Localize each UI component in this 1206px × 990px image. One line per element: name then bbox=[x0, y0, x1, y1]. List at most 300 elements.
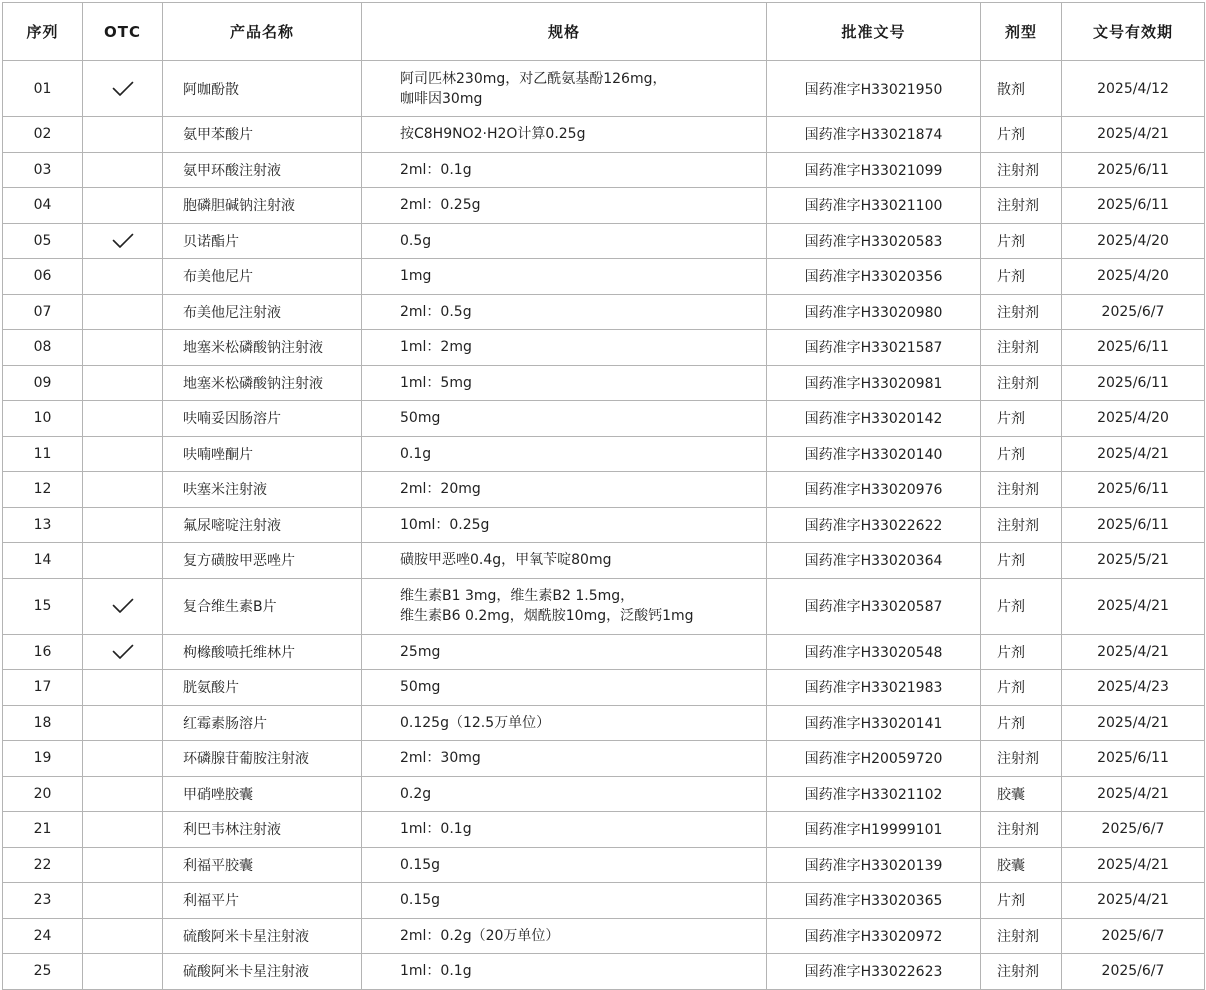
table-row bbox=[3, 401, 1205, 437]
cell-spec bbox=[362, 812, 767, 848]
header-otc: OTC bbox=[83, 3, 163, 61]
cell-validity-date bbox=[1062, 776, 1205, 812]
table-row bbox=[3, 954, 1205, 990]
cell-seq bbox=[3, 365, 83, 401]
cell-text: 22 bbox=[33, 856, 52, 873]
cell-validity-date bbox=[1062, 670, 1205, 706]
cell-validity-date bbox=[1062, 294, 1205, 330]
cell-seq bbox=[3, 847, 83, 883]
cell-approval-number bbox=[767, 117, 981, 153]
cell-text: 03 bbox=[33, 161, 52, 178]
cell-approval-number bbox=[767, 188, 981, 224]
cell-dosage-form bbox=[981, 365, 1062, 401]
cell-text: 注射剂 bbox=[997, 162, 1039, 179]
cell-text: 散剂 bbox=[997, 81, 1025, 98]
cell-text: 氟尿嘧啶注射液 bbox=[183, 517, 281, 534]
cell-text: 05 bbox=[33, 232, 52, 249]
table-row bbox=[3, 741, 1205, 777]
cell-text: 2ml：0.25g bbox=[400, 197, 481, 214]
cell-text: 08 bbox=[33, 339, 52, 356]
cell-seq bbox=[3, 954, 83, 990]
header-approval: 批准文号 bbox=[767, 3, 981, 61]
cell-text: 国药准字H33021950 bbox=[804, 81, 943, 98]
cell-validity-date bbox=[1062, 507, 1205, 543]
cell-otc bbox=[83, 954, 163, 990]
cell-spec bbox=[362, 117, 767, 153]
cell-text: 13 bbox=[33, 516, 52, 533]
cell-product-name bbox=[163, 670, 362, 706]
cell-otc bbox=[83, 223, 163, 259]
cell-text: 地塞米松磷酸钠注射液 bbox=[183, 340, 323, 357]
cell-validity-date bbox=[1062, 634, 1205, 670]
cell-text: 地塞米松磷酸钠注射液 bbox=[183, 375, 323, 392]
cell-spec bbox=[362, 365, 767, 401]
cell-text: 2025/4/21 bbox=[1097, 714, 1169, 731]
cell-text: 国药准字H19999101 bbox=[804, 822, 943, 839]
cell-text: 维生素B1 3mg，维生素B2 1.5mg， 维生素B6 0.2mg，烟酰胺10mg，泛酸钙1mg bbox=[400, 588, 694, 624]
cell-text: 利巴韦林注射液 bbox=[183, 822, 281, 839]
cell-text: 胞磷胆碱钠注射液 bbox=[183, 198, 295, 215]
cell-text: 50mg bbox=[400, 679, 441, 696]
table-row bbox=[3, 670, 1205, 706]
cell-text: 布美他尼片 bbox=[183, 269, 253, 286]
cell-text: 19 bbox=[33, 750, 52, 767]
cell-text: 20 bbox=[33, 785, 52, 802]
cell-text: 2ml：20mg bbox=[400, 481, 481, 498]
cell-text: 2025/4/20 bbox=[1097, 268, 1169, 285]
cell-text: 国药准字H33020980 bbox=[804, 304, 943, 321]
cell-text: 阿司匹林230mg，对乙酰氨基酚126mg， 咖啡因30mg bbox=[400, 70, 667, 107]
cell-text: 注射剂 bbox=[997, 822, 1039, 839]
cell-text: 1ml：0.1g bbox=[400, 963, 472, 980]
cell-product-name bbox=[163, 294, 362, 330]
cell-text: 胶囊 bbox=[997, 857, 1025, 874]
cell-dosage-form bbox=[981, 634, 1062, 670]
cell-validity-date bbox=[1062, 847, 1205, 883]
header-row bbox=[3, 3, 1205, 61]
cell-otc bbox=[83, 705, 163, 741]
cell-text: 17 bbox=[33, 679, 52, 696]
cell-text: 0.2g bbox=[400, 785, 432, 802]
cell-text: 片剂 bbox=[997, 644, 1025, 661]
cell-text: 注射剂 bbox=[997, 482, 1039, 499]
cell-approval-number bbox=[767, 365, 981, 401]
cell-dosage-form bbox=[981, 436, 1062, 472]
cell-dosage-form bbox=[981, 188, 1062, 224]
cell-dosage-form bbox=[981, 918, 1062, 954]
cell-text: 2025/4/12 bbox=[1097, 80, 1169, 97]
cell-approval-number bbox=[767, 670, 981, 706]
cell-text: 0.15g bbox=[400, 892, 441, 909]
cell-validity-date bbox=[1062, 436, 1205, 472]
cell-otc bbox=[83, 61, 163, 117]
cell-text: 呋喃妥因肠溶片 bbox=[183, 411, 281, 428]
cell-text: 2025/6/11 bbox=[1097, 339, 1169, 356]
cell-approval-number bbox=[767, 741, 981, 777]
header-seq: 序列 bbox=[3, 3, 83, 61]
cell-text: 片剂 bbox=[997, 233, 1025, 250]
cell-validity-date bbox=[1062, 188, 1205, 224]
cell-text: 利福平片 bbox=[183, 893, 239, 910]
cell-otc bbox=[83, 883, 163, 919]
cell-text: 呋塞米注射液 bbox=[183, 482, 267, 499]
cell-spec bbox=[362, 294, 767, 330]
cell-validity-date bbox=[1062, 61, 1205, 117]
cell-text: 国药准字H33021099 bbox=[804, 162, 943, 179]
cell-text: 环磷腺苷葡胺注射液 bbox=[183, 751, 309, 768]
cell-otc bbox=[83, 294, 163, 330]
cell-spec bbox=[362, 847, 767, 883]
cell-text: 硫酸阿米卡星注射液 bbox=[183, 964, 309, 981]
cell-text: 国药准字H33020142 bbox=[804, 411, 943, 428]
cell-spec bbox=[362, 152, 767, 188]
cell-seq bbox=[3, 223, 83, 259]
table-row bbox=[3, 223, 1205, 259]
cell-product-name bbox=[163, 188, 362, 224]
cell-text: 国药准字H33020140 bbox=[804, 446, 943, 463]
cell-text: 国药准字H33020583 bbox=[804, 233, 943, 250]
cell-approval-number bbox=[767, 543, 981, 579]
cell-product-name bbox=[163, 918, 362, 954]
cell-spec bbox=[362, 543, 767, 579]
cell-text: 国药准字H33020981 bbox=[804, 375, 943, 392]
cell-text: 片剂 bbox=[997, 893, 1025, 910]
cell-validity-date bbox=[1062, 741, 1205, 777]
cell-text: 国药准字H20059720 bbox=[804, 751, 943, 768]
cell-otc bbox=[83, 436, 163, 472]
cell-approval-number bbox=[767, 507, 981, 543]
table-row bbox=[3, 259, 1205, 295]
cell-text: 25mg bbox=[400, 643, 441, 660]
cell-otc bbox=[83, 365, 163, 401]
cell-dosage-form bbox=[981, 543, 1062, 579]
cell-product-name bbox=[163, 472, 362, 508]
cell-text: 注射剂 bbox=[997, 964, 1039, 981]
cell-seq bbox=[3, 188, 83, 224]
cell-seq bbox=[3, 634, 83, 670]
cell-text: 片剂 bbox=[997, 446, 1025, 463]
cell-dosage-form bbox=[981, 61, 1062, 117]
cell-text: 国药准字H33020141 bbox=[804, 715, 943, 732]
cell-text: 注射剂 bbox=[997, 304, 1039, 321]
cell-text: 枸橼酸喷托维林片 bbox=[183, 644, 295, 661]
cell-text: 国药准字H33020587 bbox=[804, 599, 943, 615]
cell-product-name bbox=[163, 436, 362, 472]
table-body bbox=[3, 61, 1205, 990]
table-row bbox=[3, 436, 1205, 472]
cell-text: 贝诺酯片 bbox=[183, 233, 239, 250]
cell-text: 2025/4/21 bbox=[1097, 598, 1169, 614]
cell-product-name bbox=[163, 507, 362, 543]
cell-text: 甲硝唑胶囊 bbox=[183, 786, 253, 803]
cell-text: 国药准字H33020976 bbox=[804, 482, 943, 499]
cell-seq bbox=[3, 330, 83, 366]
cell-otc bbox=[83, 634, 163, 670]
cell-text: 注射剂 bbox=[997, 375, 1039, 392]
cell-validity-date bbox=[1062, 918, 1205, 954]
cell-validity-date bbox=[1062, 365, 1205, 401]
cell-text: 2025/4/21 bbox=[1097, 643, 1169, 660]
cell-text: 2ml：30mg bbox=[400, 750, 481, 767]
cell-seq bbox=[3, 472, 83, 508]
cell-text: 0.5g bbox=[400, 232, 432, 249]
cell-otc bbox=[83, 741, 163, 777]
cell-text: 国药准字H33020972 bbox=[804, 928, 943, 945]
cell-spec bbox=[362, 61, 767, 117]
cell-text: 氨甲苯酸片 bbox=[183, 127, 253, 144]
cell-text: 红霉素肠溶片 bbox=[183, 715, 267, 732]
cell-spec bbox=[362, 741, 767, 777]
header-spec: 规格 bbox=[362, 3, 767, 61]
cell-text: 注射剂 bbox=[997, 340, 1039, 357]
cell-text: 片剂 bbox=[997, 715, 1025, 732]
cell-dosage-form bbox=[981, 741, 1062, 777]
cell-spec bbox=[362, 401, 767, 437]
table-row bbox=[3, 634, 1205, 670]
cell-text: 21 bbox=[33, 821, 52, 838]
table-row bbox=[3, 472, 1205, 508]
cell-text: 23 bbox=[33, 892, 52, 909]
cell-text: 2025/4/21 bbox=[1097, 445, 1169, 462]
cell-otc bbox=[83, 507, 163, 543]
cell-text: 1ml：2mg bbox=[400, 339, 472, 356]
cell-spec bbox=[362, 918, 767, 954]
cell-otc bbox=[83, 670, 163, 706]
cell-text: 注射剂 bbox=[997, 751, 1039, 768]
cell-text: 国药准字H33020365 bbox=[804, 893, 943, 910]
cell-text: 2025/6/11 bbox=[1097, 161, 1169, 178]
cell-validity-date bbox=[1062, 812, 1205, 848]
cell-product-name bbox=[163, 365, 362, 401]
table-row bbox=[3, 883, 1205, 919]
cell-product-name bbox=[163, 741, 362, 777]
cell-text: 07 bbox=[33, 303, 52, 320]
cell-validity-date bbox=[1062, 223, 1205, 259]
cell-seq bbox=[3, 543, 83, 579]
cell-validity-date bbox=[1062, 401, 1205, 437]
cell-text: 复方磺胺甲恶唑片 bbox=[183, 553, 295, 570]
header-form: 剂型 bbox=[981, 3, 1062, 61]
cell-spec bbox=[362, 883, 767, 919]
cell-text: 注射剂 bbox=[997, 517, 1039, 534]
cell-text: 2025/4/21 bbox=[1097, 892, 1169, 909]
cell-product-name bbox=[163, 259, 362, 295]
cell-text: 1ml：0.1g bbox=[400, 821, 472, 838]
cell-text: 09 bbox=[33, 374, 52, 391]
table-row bbox=[3, 776, 1205, 812]
cell-product-name bbox=[163, 543, 362, 579]
cell-approval-number bbox=[767, 152, 981, 188]
cell-text: 2025/4/23 bbox=[1097, 679, 1169, 696]
cell-seq bbox=[3, 883, 83, 919]
cell-otc bbox=[83, 472, 163, 508]
table-row bbox=[3, 543, 1205, 579]
cell-text: 国药准字H33020139 bbox=[804, 857, 943, 874]
cell-dosage-form bbox=[981, 883, 1062, 919]
cell-spec bbox=[362, 578, 767, 634]
cell-text: 片剂 bbox=[997, 599, 1025, 615]
cell-seq bbox=[3, 117, 83, 153]
cell-text: 2025/6/11 bbox=[1097, 516, 1169, 533]
cell-otc bbox=[83, 401, 163, 437]
cell-text: 2025/5/21 bbox=[1097, 552, 1169, 569]
cell-validity-date bbox=[1062, 117, 1205, 153]
header-name: 产品名称 bbox=[163, 3, 362, 61]
cell-dosage-form bbox=[981, 259, 1062, 295]
cell-text: 10ml：0.25g bbox=[400, 516, 490, 533]
cell-dosage-form bbox=[981, 705, 1062, 741]
cell-dosage-form bbox=[981, 847, 1062, 883]
cell-text: 10 bbox=[33, 410, 52, 427]
cell-text: 国药准字H33020364 bbox=[804, 553, 943, 570]
table-row bbox=[3, 812, 1205, 848]
cell-dosage-form bbox=[981, 472, 1062, 508]
cell-text: 24 bbox=[33, 927, 52, 944]
cell-text: 11 bbox=[33, 445, 52, 462]
cell-seq bbox=[3, 401, 83, 437]
cell-approval-number bbox=[767, 223, 981, 259]
cell-text: 布美他尼注射液 bbox=[183, 304, 281, 321]
cell-spec bbox=[362, 954, 767, 990]
cell-text: 0.15g bbox=[400, 856, 441, 873]
table-row bbox=[3, 705, 1205, 741]
product-table-container bbox=[2, 2, 1204, 990]
cell-text: 2025/6/11 bbox=[1097, 374, 1169, 391]
cell-otc bbox=[83, 776, 163, 812]
cell-validity-date bbox=[1062, 578, 1205, 634]
cell-otc bbox=[83, 543, 163, 579]
cell-text: 1mg bbox=[400, 268, 432, 285]
cell-validity-date bbox=[1062, 152, 1205, 188]
cell-seq bbox=[3, 259, 83, 295]
cell-validity-date bbox=[1062, 472, 1205, 508]
cell-approval-number bbox=[767, 812, 981, 848]
cell-spec bbox=[362, 330, 767, 366]
cell-otc bbox=[83, 812, 163, 848]
cell-text: 14 bbox=[33, 552, 52, 569]
cell-seq bbox=[3, 507, 83, 543]
check-icon bbox=[112, 598, 134, 614]
cell-otc bbox=[83, 330, 163, 366]
cell-approval-number bbox=[767, 918, 981, 954]
cell-approval-number bbox=[767, 61, 981, 117]
cell-product-name bbox=[163, 812, 362, 848]
cell-product-name bbox=[163, 883, 362, 919]
table-row bbox=[3, 918, 1205, 954]
cell-otc bbox=[83, 152, 163, 188]
table-row bbox=[3, 365, 1205, 401]
table-row bbox=[3, 847, 1205, 883]
cell-otc bbox=[83, 188, 163, 224]
check-icon bbox=[112, 644, 134, 660]
cell-text: 06 bbox=[33, 268, 52, 285]
cell-text: 2ml：0.5g bbox=[400, 303, 472, 320]
cell-product-name bbox=[163, 776, 362, 812]
cell-text: 12 bbox=[33, 481, 52, 498]
check-icon bbox=[112, 233, 134, 249]
cell-text: 16 bbox=[33, 643, 52, 660]
table-row bbox=[3, 294, 1205, 330]
cell-seq bbox=[3, 436, 83, 472]
cell-text: 2ml：0.1g bbox=[400, 161, 472, 178]
cell-validity-date bbox=[1062, 954, 1205, 990]
cell-text: 2025/6/7 bbox=[1101, 303, 1165, 320]
cell-product-name bbox=[163, 705, 362, 741]
cell-text: 国药准字H33021874 bbox=[804, 127, 943, 144]
cell-validity-date bbox=[1062, 330, 1205, 366]
cell-text: 注射剂 bbox=[997, 198, 1039, 215]
cell-approval-number bbox=[767, 436, 981, 472]
cell-text: 2ml：0.2g（20万单位） bbox=[400, 927, 560, 944]
cell-spec bbox=[362, 223, 767, 259]
cell-product-name bbox=[163, 152, 362, 188]
cell-dosage-form bbox=[981, 812, 1062, 848]
cell-text: 2025/6/7 bbox=[1101, 927, 1165, 944]
check-icon bbox=[112, 81, 134, 97]
table-row bbox=[3, 330, 1205, 366]
cell-dosage-form bbox=[981, 670, 1062, 706]
cell-text: 阿咖酚散 bbox=[183, 81, 239, 98]
cell-product-name bbox=[163, 634, 362, 670]
cell-approval-number bbox=[767, 294, 981, 330]
cell-dosage-form bbox=[981, 223, 1062, 259]
cell-seq bbox=[3, 61, 83, 117]
cell-dosage-form bbox=[981, 507, 1062, 543]
cell-text: 0.1g bbox=[400, 445, 432, 462]
cell-otc bbox=[83, 578, 163, 634]
cell-dosage-form bbox=[981, 776, 1062, 812]
cell-text: 2025/6/11 bbox=[1097, 481, 1169, 498]
cell-spec bbox=[362, 634, 767, 670]
cell-spec bbox=[362, 259, 767, 295]
cell-text: 片剂 bbox=[997, 553, 1025, 570]
product-table bbox=[2, 2, 1205, 990]
cell-text: 胱氨酸片 bbox=[183, 680, 239, 697]
cell-dosage-form bbox=[981, 294, 1062, 330]
cell-approval-number bbox=[767, 634, 981, 670]
cell-seq bbox=[3, 776, 83, 812]
cell-text: 01 bbox=[33, 80, 52, 97]
cell-approval-number bbox=[767, 883, 981, 919]
cell-dosage-form bbox=[981, 117, 1062, 153]
cell-text: 复合维生素B片 bbox=[183, 599, 277, 615]
cell-validity-date bbox=[1062, 705, 1205, 741]
table-header bbox=[3, 3, 1205, 61]
cell-seq bbox=[3, 670, 83, 706]
cell-text: 18 bbox=[33, 714, 52, 731]
cell-approval-number bbox=[767, 776, 981, 812]
cell-text: 片剂 bbox=[997, 411, 1025, 428]
cell-text: 片剂 bbox=[997, 680, 1025, 697]
cell-text: 2025/6/7 bbox=[1101, 963, 1165, 980]
cell-text: 胶囊 bbox=[997, 786, 1025, 803]
cell-approval-number bbox=[767, 401, 981, 437]
cell-text: 2025/4/20 bbox=[1097, 232, 1169, 249]
cell-approval-number bbox=[767, 705, 981, 741]
cell-seq bbox=[3, 152, 83, 188]
cell-text: 国药准字H33020356 bbox=[804, 269, 943, 286]
cell-product-name bbox=[163, 954, 362, 990]
cell-text: 0.125g（12.5万单位） bbox=[400, 714, 551, 731]
cell-product-name bbox=[163, 401, 362, 437]
cell-text: 国药准字H33021102 bbox=[804, 786, 943, 803]
cell-product-name bbox=[163, 61, 362, 117]
cell-product-name bbox=[163, 223, 362, 259]
cell-text: 02 bbox=[33, 126, 52, 143]
cell-product-name bbox=[163, 847, 362, 883]
cell-seq bbox=[3, 578, 83, 634]
cell-text: 2025/6/7 bbox=[1101, 821, 1165, 838]
